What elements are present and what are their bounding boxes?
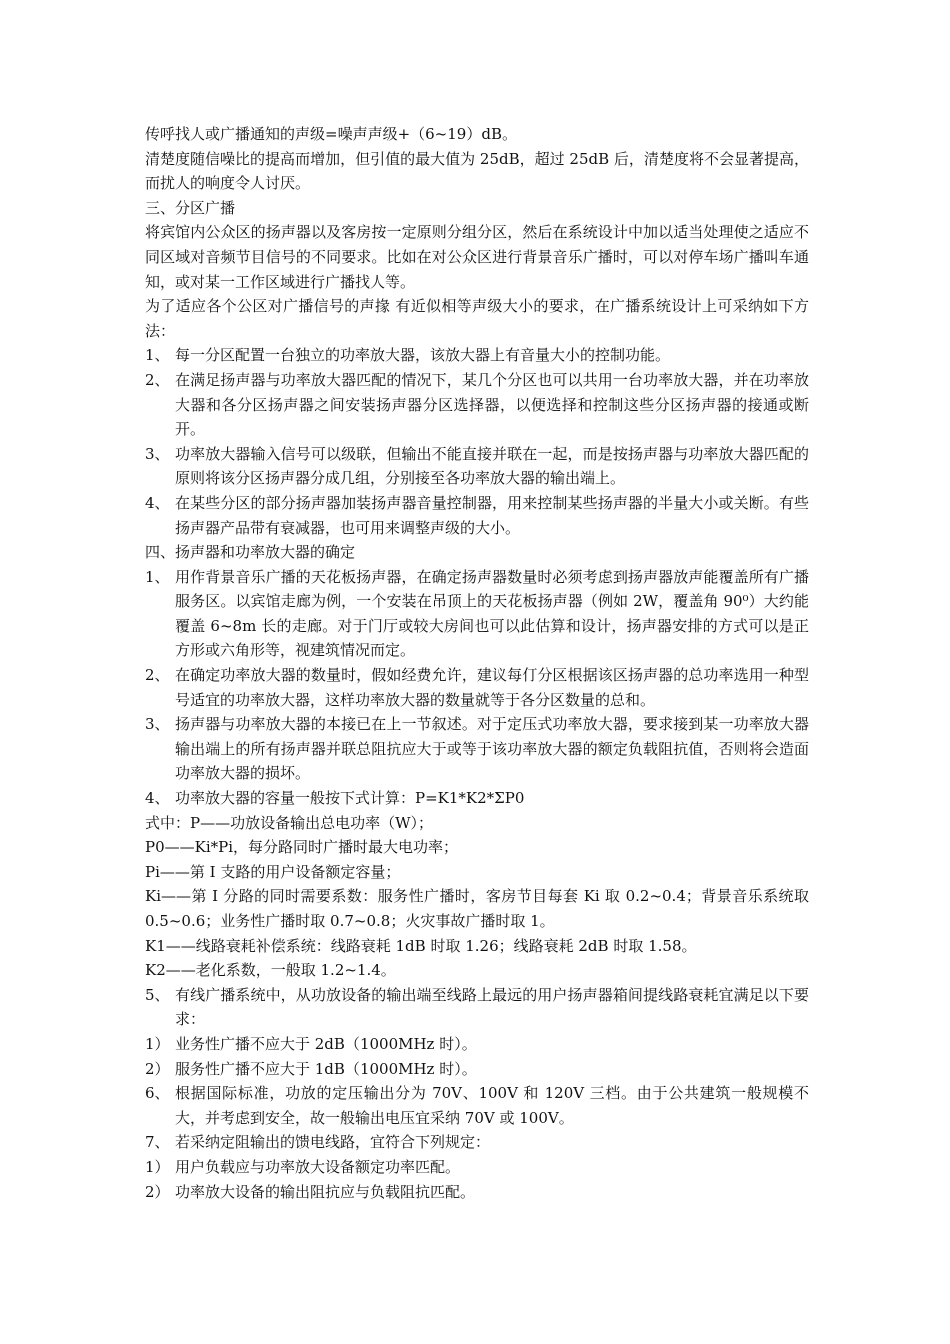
list-item-number: 6、 [145, 1084, 170, 1103]
list-item [145, 491, 809, 540]
list-item-number: 3、 [145, 715, 170, 734]
list-item-text: 功率放大器输入信号可以级联，但输出不能直接并联在一起，而是按扬声器与功率放大器匹配的原则将该分区扬声器分成几组，分别接至各功率放大器的输出端上。 [175, 444, 809, 488]
list-item [145, 983, 809, 1032]
paragraph: Ki——第 I 分路的同时需要系数：服务性广播时，客房节目每套 Ki 取 0.2~0.4；背景音乐系统取 0.5~0.6；业务性广播时取 0.7~0.8；火灾事故广播时取 1。 [145, 887, 809, 930]
paragraph: 式中：P——功放设备输出总电功率（W）； [145, 813, 434, 832]
paragraph: P0——Ki*Pi，每分路同时广播时最大电功率； [145, 838, 459, 857]
list-item-number: 1） [145, 1157, 170, 1176]
list-item-text: 用作背景音乐广播的天花板扬声器，在确定扬声器数量时必须考虑到扬声器放声能覆盖所有广播服务区。以宾馆走廊为例，一个安装在吊顶上的天花板扬声器（例如 2W，覆盖角 90⁰）大约能覆盖 6~8m 长的走廊。对于门厅或较大房间也可以此估算和设计，扬声器安排的方式可以是正方形或六角形等，视建筑情况而定。 [175, 567, 809, 660]
list-item [145, 712, 809, 786]
paragraph: K1——线路衰耗补偿系统：线路衰耗 1dB 时取 1.26；线路衰耗 2dB 时取 1.58。 [145, 936, 697, 955]
list-item-number: 4、 [145, 493, 170, 512]
list-item-text: 扬声器与功率放大器的本接已在上一节叙述。对于定压式功率放大器，要求接到某一功率放大器输出端上的所有扬声器并联总阻抗应大于或等于该功率放大器的额定负载阻抗值，否则将会造面功率放大器的损坏。 [175, 715, 809, 783]
list-item [145, 1081, 809, 1130]
list-item-number: 2） [145, 1059, 170, 1078]
paragraph: 清楚度随信噪比的提高而增加，但引值的最大值为 25dB，超过 25dB 后，清楚度将不会显著提高，而扰人的响度令人讨厌。 [145, 149, 809, 193]
list-item-text: 在满足扬声器与功率放大器匹配的情况下，某几个分区也可以共用一台功率放大器，并在功率放大器和各分区扬声器之间安装扬声器分区选择器，以便选择和控制这些分区扬声器的接通或断开。 [175, 370, 809, 439]
list-item-text: 有线广播系统中，从功放设备的输出端至线路上最远的用户扬声器箱间提线路衰耗宜满足以下要求： [175, 985, 809, 1029]
list-item-text: 在某些分区的部分扬声器加装扬声器音量控制器，用来控制某些扬声器的半量大小或关断。有些扬声器产品带有衰减器，也可用来调整声级的大小。 [175, 493, 809, 537]
list-item-number: 1、 [145, 346, 170, 365]
paragraph: K2——老化系数，一般取 1.2~1.4。 [145, 961, 396, 980]
list-item-text: 每一分区配置一台独立的功率放大器，该放大器上有音量大小的控制功能。 [175, 346, 671, 365]
list-item-number: 4、 [145, 789, 170, 808]
sub-list-item [145, 1155, 809, 1180]
list-item-text: 功率放大设备的输出阻抗应与负载阻抗匹配。 [175, 1182, 476, 1201]
list-item [145, 565, 809, 663]
paragraph: 将宾馆内公众区的扬声器以及客房按一定原则分组分区，然后在系统设计中加以适当处理使之适应不同区域对音频节目信号的不同要求。比如在对公众区进行背景音乐广播时，可以对停车场广播叫车通知，或对某一工作区域进行广播找人等。 [145, 223, 809, 291]
list-item [145, 1130, 809, 1155]
list-item-number: 7、 [145, 1133, 170, 1152]
list-item-text: 服务性广播不应大于 1dB（1000MHz 时）。 [175, 1059, 477, 1078]
sub-list-item [145, 1032, 809, 1057]
sub-list-item [145, 1180, 809, 1205]
sub-list-item [145, 1057, 809, 1082]
section-heading: 四、扬声器和功率放大器的确定 [145, 543, 356, 562]
list-item-text: 若采纳定阻输出的馈电线路，宜符合下列规定： [175, 1133, 491, 1152]
list-item-number: 2） [145, 1182, 170, 1201]
section-heading: 三、分区广播 [145, 198, 236, 217]
list-item-text: 根据国际标准，功放的定压输出分为 70V、100V 和 120V 三档。由于公共建筑一般规模不大，并考虑到安全，故一般输出电压宜采纳 70V 或 100V。 [175, 1084, 809, 1127]
list-item [145, 343, 809, 368]
list-item-text: 功率放大器的容量一般按下式计算：P=K1*K2*ΣP0 [175, 789, 525, 808]
paragraph: Pi——第 I 支路的用户设备额定容量； [145, 862, 401, 881]
list-item-number: 1） [145, 1034, 170, 1053]
list-item-text: 用户负载应与功率放大设备额定功率匹配。 [175, 1157, 461, 1176]
list-item-number: 1、 [145, 567, 170, 586]
list-item-text: 在确定功率放大器的数量时，假如经费允许，建议每仃分区根据该区扬声器的总功率选用一种型号适宜的功率放大器，这样功率放大器的数量就等于各分区数量的总和。 [175, 666, 809, 709]
list-item [145, 786, 809, 811]
list-item-number: 2、 [145, 370, 170, 389]
list-item-number: 5、 [145, 985, 170, 1004]
list-item [145, 663, 809, 712]
list-item [145, 442, 809, 491]
list-item [145, 368, 809, 442]
list-item-number: 3、 [145, 444, 170, 463]
paragraph: 传呼找人或广播通知的声级=噪声声级+（6~19）dB。 [145, 125, 517, 143]
list-item-number: 2、 [145, 666, 170, 685]
document-body [145, 122, 809, 1204]
paragraph: 为了适应各个公区对广播信号的声掾 有近似相等声级大小的要求，在广播系统设计上可采纳如下方法： [145, 297, 809, 340]
list-item-text: 业务性广播不应大于 2dB（1000MHz 时）。 [175, 1034, 477, 1053]
